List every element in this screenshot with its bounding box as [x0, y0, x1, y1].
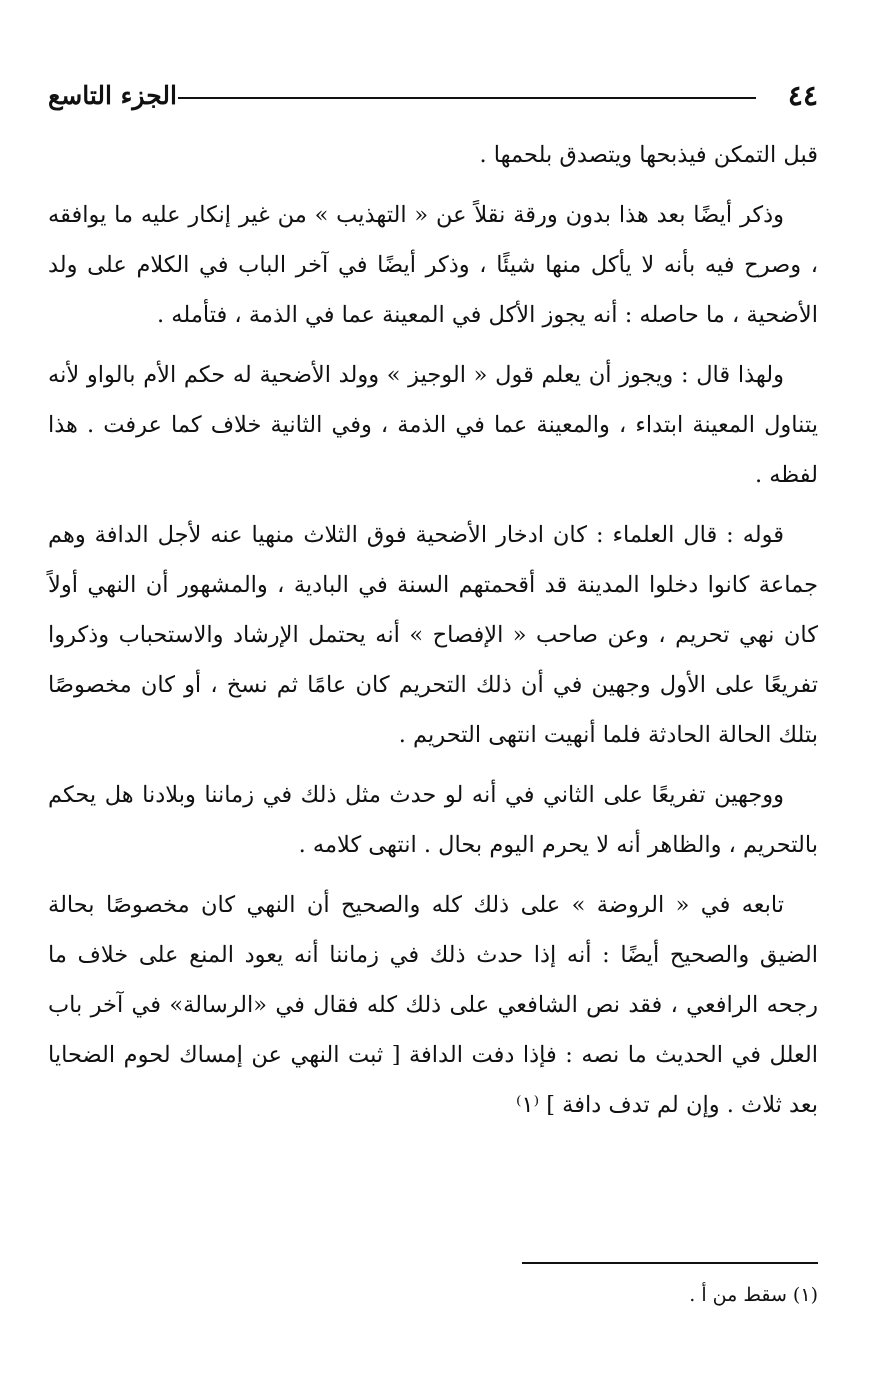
paragraph: تابعه في « الروضة » على ذلك كله والصحيح أن النهي كان مخصوصًا بحالة الضيق والصحيح أيضًا : أنه إذا حدث ذلك في زماننا أنه يعود المنع على خلاف ما رجحه الرافعي ، فقد نص الشافعي على ذلك كله فقال في «الرسالة» في آخر باب العلل في الحديث ما نصه : فإذا دفت الدافة [ ثبت النهي عن إمساك لحوم الضحايا بعد ثلاث . وإن لم تدف دافة ] ⁽١⁾ — [48, 892, 818, 1118]
paragraph: قوله : قال العلماء : كان ادخار الأضحية فوق الثلاث منهيا عنه لأجل الدافة وهم جماعة كانوا دخلوا المدينة قد أقحمتهم السنة في البادية ، والمشهور أن النهي أولاً كان نهي تحريم ، وعن صاحب « الإفصاح » أنه يحتمل الإرشاد والاستحباب وذكروا تفريعًا على الأول وجهين في أن ذلك التحريم كان عامًا ثم نسخ ، أو كان مخصوصًا بتلك الحالة الحادثة فلما أنهيت انتهى التحريم . — [48, 522, 818, 748]
paragraph-continuation: قبل التمكن فيذبحها ويتصدق بلحمها . — [479, 142, 818, 168]
paragraph: ووجهين تفريعًا على الثاني في أنه لو حدث مثل ذلك في زماننا وبلادنا هل يحكم بالتحريم ، والظاهر أنه لا يحرم اليوم بحال . انتهى كلامه . — [48, 782, 818, 858]
paragraph: وذكر أيضًا بعد هذا بدون ورقة نقلاً عن « التهذيب » من غير إنكار عليه ما يوافقه ، وصرح فيه بأنه لا يأكل منها شيئًا ، وذكر أيضًا في آخر الباب في الكلام على ولد الأضحية ، ما حاصله : أنه يجوز الأكل في المعينة عما في الذمة ، فتأمله . — [48, 202, 818, 328]
footnote: (١) سقط من أ . — [689, 1284, 818, 1306]
body-text — [48, 130, 818, 1140]
header-rule — [178, 97, 756, 99]
paragraph: ولهذا قال : ويجوز أن يعلم قول « الوجيز » وولد الأضحية له حكم الأم بالواو لأنه يتناول المعينة ابتداء ، والمعينة عما في الذمة ، وفي الثانية خلاف كما عرفت . هذا لفظه . — [48, 362, 818, 488]
page-header — [48, 76, 818, 116]
page-number: ٤٤ — [787, 79, 818, 112]
running-title: الجزء التاسع — [48, 81, 177, 110]
footnote-rule — [522, 1262, 818, 1264]
